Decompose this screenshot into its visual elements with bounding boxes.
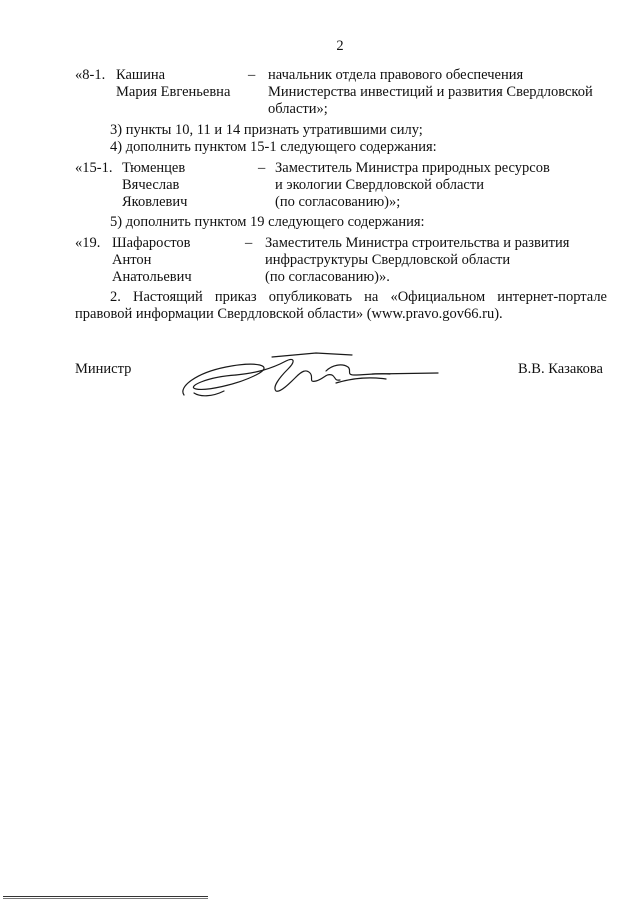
person-surname: Тюменцев: [122, 160, 186, 176]
person-surname: Шафаростов: [112, 235, 191, 251]
entry-number: «15-1.: [75, 160, 113, 176]
position-line: Заместитель Министра строительства и развития: [265, 235, 570, 251]
paragraph-2-line-1: 2. Настоящий приказ опубликовать на «Официальном интернет-портале: [110, 289, 607, 305]
position-line: (по согласованию)»;: [275, 194, 401, 210]
item-4: 4) дополнить пунктом 15-1 следующего содержания:: [110, 139, 437, 155]
person-given-name: Антон: [112, 252, 152, 268]
handwritten-signature: [176, 347, 446, 407]
paragraph-2-line-2: правовой информации Свердловской области» (www.pravo.gov66.ru).: [75, 306, 503, 322]
person-surname: Кашина: [116, 67, 166, 83]
item-3: 3) пункты 10, 11 и 14 признать утратившими силу;: [110, 122, 423, 138]
entry-dash: –: [248, 67, 256, 83]
page-number: 2: [336, 38, 344, 54]
position-line: (по согласованию)».: [265, 269, 390, 285]
position-line: Заместитель Министра природных ресурсов: [275, 160, 550, 176]
person-patronymic: Анатольевич: [112, 269, 192, 285]
position-line: области»;: [268, 101, 328, 117]
position-line: инфраструктуры Свердловской области: [265, 252, 511, 268]
signer-title: Министр: [75, 361, 132, 377]
entry-number: «19.: [75, 235, 101, 251]
person-given-names: Мария Евгеньевна: [116, 84, 231, 100]
person-given-name: Вячеслав: [122, 177, 180, 193]
position-line: начальник отдела правового обеспечения: [268, 67, 524, 83]
entry-dash: –: [245, 235, 253, 251]
position-line: Министерства инвестиций и развития Свердловской: [268, 84, 593, 100]
person-patronymic: Яковлевич: [122, 194, 188, 210]
position-line: и экологии Свердловской области: [275, 177, 484, 193]
entry-number: «8-1.: [75, 67, 106, 83]
item-5: 5) дополнить пунктом 19 следующего содержания:: [110, 214, 425, 230]
footer-rule: [3, 896, 208, 899]
entry-dash: –: [258, 160, 266, 176]
signer-name: В.В. Казакова: [518, 361, 603, 377]
